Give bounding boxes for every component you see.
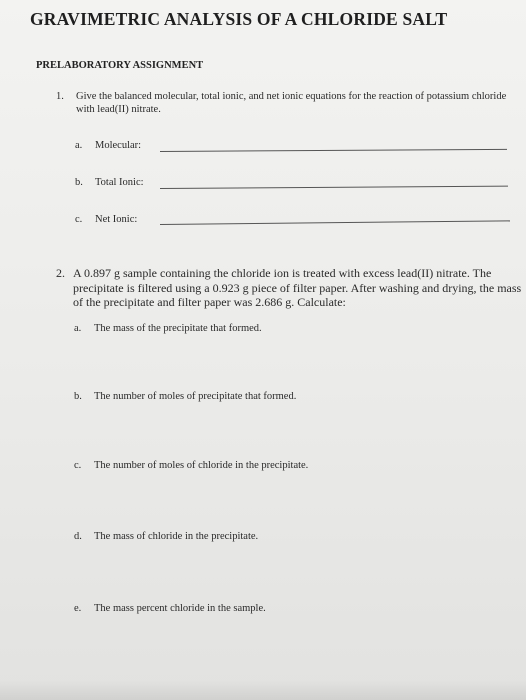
part-letter: b. [74, 391, 82, 402]
part-letter: b. [75, 177, 83, 188]
part-letter: e. [74, 603, 82, 614]
q2-part-b [74, 391, 296, 402]
total-ionic-answer-line [160, 186, 508, 189]
part-label: The number of moles of chloride in the precipitate. [94, 460, 309, 471]
part-label: Total Ionic: [95, 177, 144, 188]
part-label: The mass of chloride in the precipitate. [94, 531, 259, 542]
net-ionic-answer-line [160, 220, 510, 225]
q2-part-a [74, 323, 262, 334]
q2-part-e [74, 603, 266, 614]
question-1-number: 1. [56, 91, 64, 102]
q2-part-d [74, 531, 258, 542]
part-letter: a. [75, 140, 83, 151]
part-label: Molecular: [95, 140, 142, 151]
part-label: The mass of the precipitate that formed. [94, 323, 262, 334]
question-1-text: Give the balanced molecular, total ionic, and net ionic equations for the reaction of potassium chloride with lead(II) nitrate. [76, 91, 507, 115]
page-edge-shadow [0, 680, 526, 700]
part-label: Net Ionic: [95, 214, 138, 225]
part-letter: c. [74, 460, 82, 471]
part-letter: d. [74, 531, 82, 542]
question-2 [56, 266, 522, 310]
page-title: GRAVIMETRIC ANALYSIS OF A CHLORIDE SALT [30, 9, 448, 29]
question-2-text: A 0.897 g sample containing the chloride ion is treated with excess lead(II) nitrate. The precipitate is filtered using a 0.923 g piece of filter paper. After washing and drying, the mass of the precipitate and filter paper was 2.686 g. Calculate: [73, 266, 522, 309]
part-letter: a. [74, 323, 82, 334]
assignment-subtitle: PRELABORATORY ASSIGNMENT [36, 60, 204, 71]
part-label: The mass percent chloride in the sample. [94, 603, 266, 614]
part-letter: c. [75, 214, 83, 225]
molecular-answer-line [160, 149, 507, 152]
question-2-number: 2. [56, 266, 65, 280]
part-label: The number of moles of precipitate that formed. [94, 391, 297, 402]
question-1 [56, 90, 511, 116]
q2-part-c [74, 460, 308, 471]
